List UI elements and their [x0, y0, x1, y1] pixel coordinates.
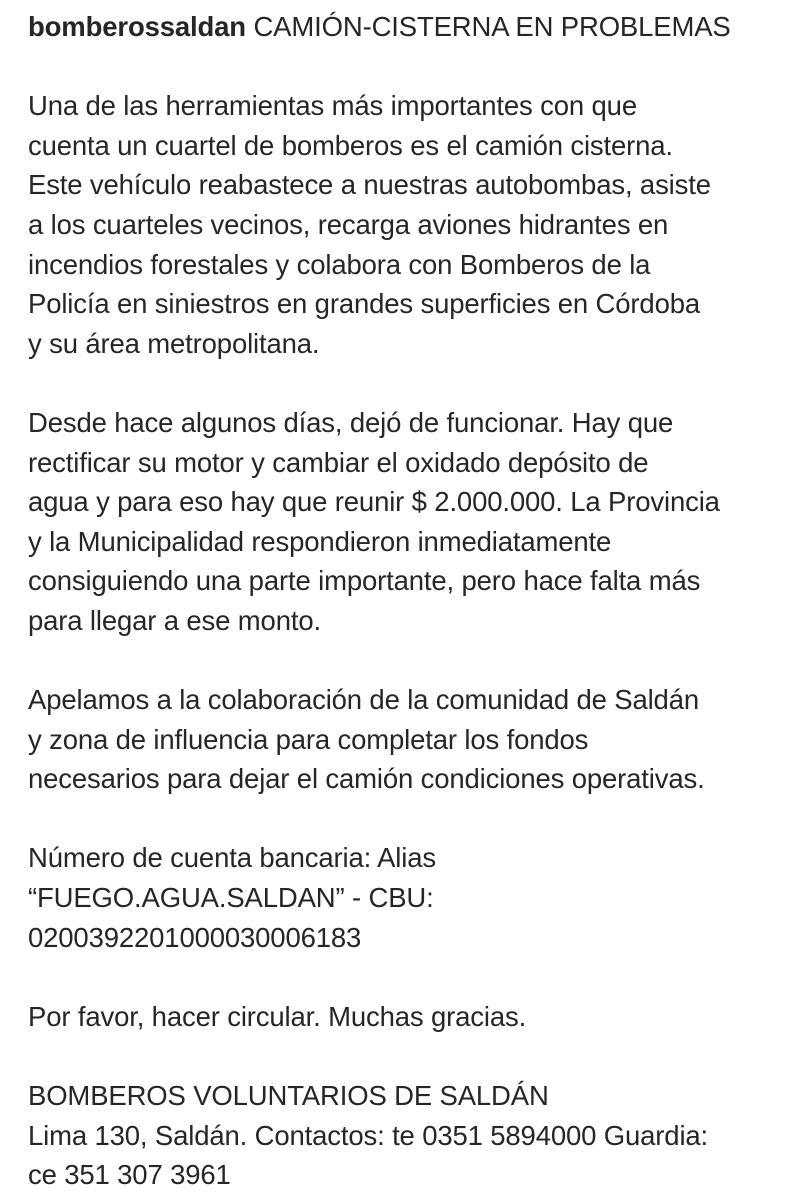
- caption-line: incendios forestales y colabora con Bomberos de la: [28, 248, 651, 280]
- caption-line: rectificar su motor y cambiar el oxidado depósito de: [28, 446, 649, 478]
- caption-line: Lima 130, Saldán. Contactos: te 0351 5894000 Guardia:: [28, 1119, 709, 1151]
- caption-line: ce 351 307 3961: [28, 1159, 231, 1191]
- caption-line: “FUEGO.AGUA.SALDAN” - CBU:: [28, 882, 434, 914]
- caption-line: y la Municipalidad respondieron inmediatamente: [28, 525, 612, 557]
- caption-paragraph-thanks: [28, 997, 798, 1037]
- caption-line: necesarios para dejar el camión condiciones operativas.: [28, 763, 705, 795]
- caption-line: agua y para eso hay que reunir $ 2.000.000. La Provincia: [28, 486, 720, 518]
- caption-paragraph-contact: [28, 1076, 798, 1195]
- caption-line: Número de cuenta bancaria: Alias: [28, 842, 436, 874]
- caption-paragraph-appeal: [28, 680, 798, 799]
- username-link[interactable]: bomberossaldan: [28, 11, 246, 42]
- caption-line: consiguiendo una parte importante, pero hace falta más: [28, 565, 701, 597]
- headline-text: CAMIÓN-CISTERNA EN PROBLEMAS: [253, 11, 731, 42]
- caption-line: y su área metropolitana.: [28, 327, 320, 359]
- caption-line: Desde hace algunos días, dejó de funcionar. Hay que: [28, 406, 674, 438]
- caption-paragraph-problem: [28, 403, 798, 641]
- caption-line: a los cuarteles vecinos, recarga aviones hidrantes en: [28, 208, 669, 240]
- caption-line: Una de las herramientas más importantes con que: [28, 90, 637, 122]
- caption-line: Policía en siniestros en grandes superficies en Córdoba: [28, 288, 700, 320]
- post-caption: [28, 7, 798, 1195]
- caption-line: Apelamos a la colaboración de la comunidad de Saldán: [28, 684, 699, 716]
- caption-line: 0200392201000030006183: [28, 921, 362, 953]
- caption-line: BOMBEROS VOLUNTARIOS DE SALDÁN: [28, 1080, 549, 1112]
- caption-line: cuenta un cuartel de bomberos es el camión cisterna.: [28, 129, 673, 161]
- caption-headline: [28, 7, 798, 47]
- caption-line: y zona de influencia para completar los fondos: [28, 723, 589, 755]
- caption-line: para llegar a ese monto.: [28, 604, 321, 636]
- caption-paragraph-intro: [28, 86, 798, 363]
- caption-line: Este vehículo reabastece a nuestras autobombas, asiste: [28, 169, 711, 201]
- caption-paragraph-bank-account: [28, 838, 798, 957]
- caption-line: Por favor, hacer circular. Muchas gracias.: [28, 1000, 527, 1032]
